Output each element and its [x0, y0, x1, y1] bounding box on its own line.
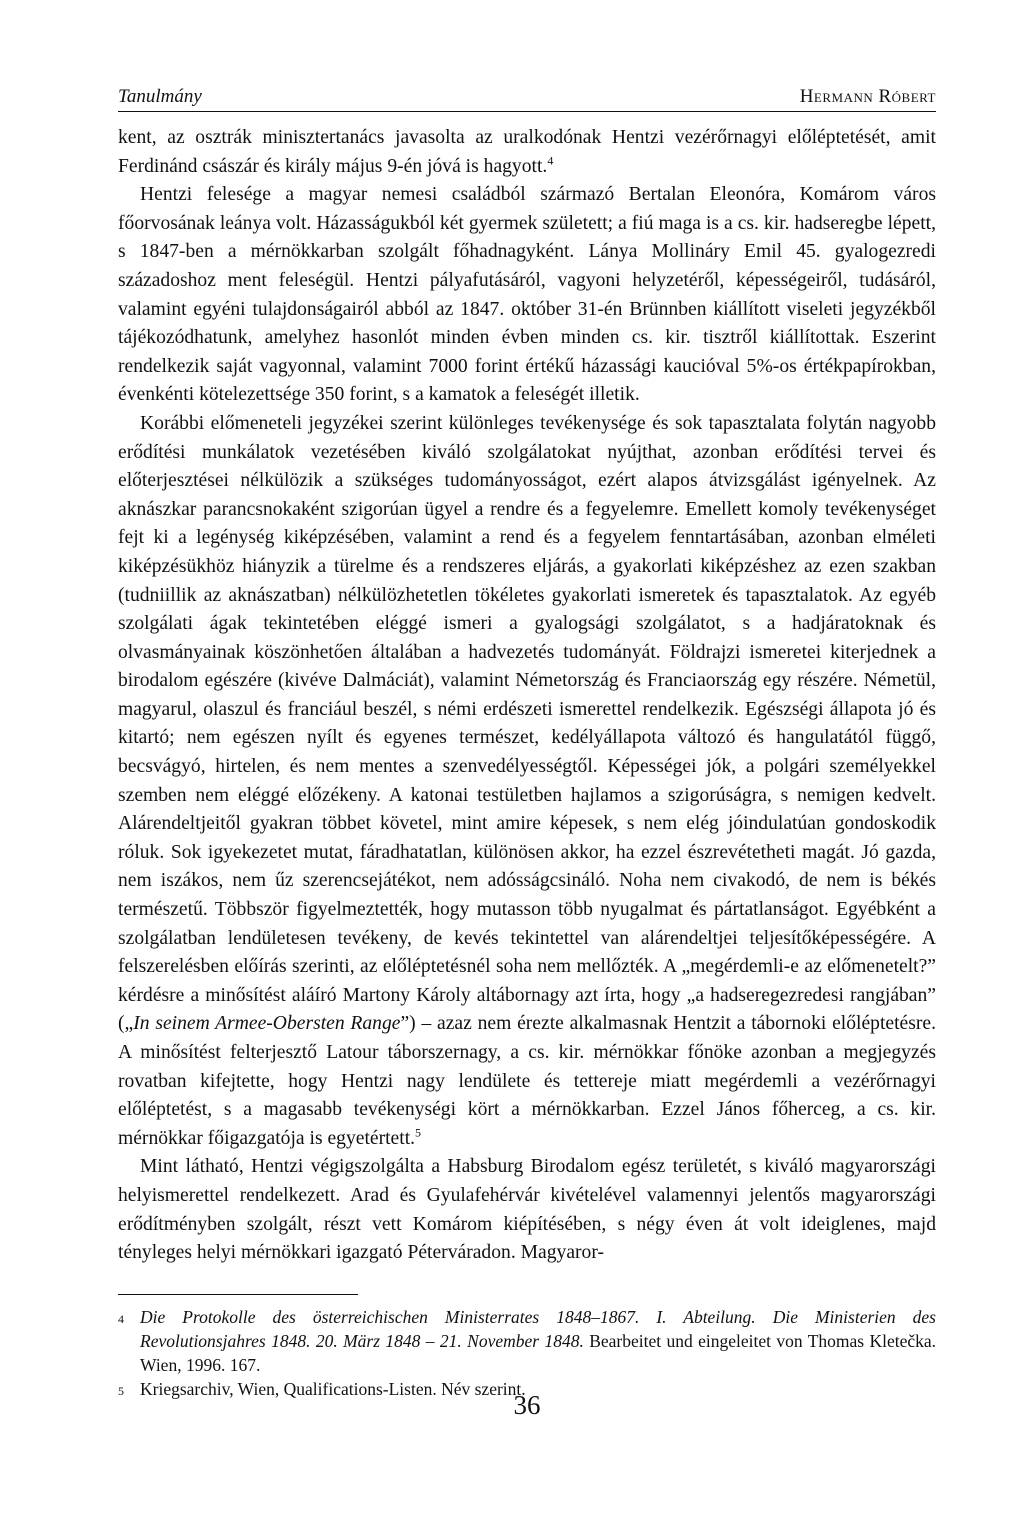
footnote-ref-4[interactable]: 4 — [547, 153, 554, 168]
footnote-number: 4 — [118, 1311, 124, 1326]
footnote-citation-rest: Kriegsarchiv, Wien, Qualifications-Listen. Név szerint. — [140, 1378, 526, 1399]
paragraph-3-text-a: Korábbi előmeneteli jegyzékei szerint különleges tevékenysége és sok tapasztalata folytán nagyobb erődítési munkálatok vezetésében kiváló szolgálatokat nyújthat, azonban erődítési tervei és előterjesztései nélkülözik a szükséges tudományosságot, ezért alapos átvizsgálást igényelnek. Az aknászkar parancsnokaként szigorúan ügyel a rendre és a fegyelemre. Emellett komoly tevékenységet fejt ki a legénység kiképzésében, valamint a rend és a fegyelem fenntartásában, azonban elméleti kiképzésükhöz hiányzik a türelme és a rendszeres eljárás, a gyakorlati kiképzéshez az ezen szakban (tudniillik az aknászatban) nélkülözhetetlen tökéletes gyakorlati ismeretek és tapasztalatok. Az egyéb szolgálati ágak tekintetében eléggé ismeri a gyalogsági szolgálatot, s a hadjáratoknak és olvasmányainak köszönhetően általában a hadvezetés tudományát. Földrajzi ismeretei kiterjednek a birodalom egészére (kivéve Dalmáciát), valamint Németország és Franciaország egy részére. Németül, magyarul, olaszul és franciául beszél, s némi erdészeti ismerettel rendelkezik. Egészségi állapota jó és kitartó; nem egészen nyílt és egyenes természet, kedélyállapota változó és hangulatától függő, becsvágyó, hirtelen, és nem mentes a szenvedélyességtől. Képességei jók, a polgári személyekkel szemben nem eléggé előzékeny. A katonai testületben hajlamos a szigorúságra, s nemigen kedvelt. Alárendeltjeitől gyakran többet követel, mint amire képesek, s nem elég jóindulatúan gondoskodik róluk. Sok igyekezetet mutat, fáradhatatlan, különösen akkor, ha ezzel észrevétetheti magát. Jó gazda, nem iszákos, nem űz szerencsejátékot, nem adósságcsináló. Noha nem civakodó, de nem is békés természetű. Többször figyelmeztették, hogy mutasson több nyugalmat és pártatlanságot. Egyébként a szolgálatban lendületesen tevékeny, de kevés tekintettel van alárendeltjei teljesítőképességére. A felszerelésben előírás szerinti, az előléptetésnél soha nem mellőzték. A „megérdemli-e az előmenetelt?” kérdésre a minősítést aláíró Martony Károly altábornagy azt írta, hogy „a hadseregezredesi rangjában” („ — [118, 412, 936, 1035]
paragraph-4-text: Mint látható, Hentzi végigszolgálta a Habsburg Birodalom egész területét, s kiváló magyarországi helyismerettel rendelkezett. Arad és Gyulafehérvár kivételével valamennyi jelentős magyarországi erődítményben szolgált, részt vett Komárom kiépítésében, s négy éven át volt ideiglenes, majd tényleges helyi mérnökkari igazgató Péterváradon. Magyaror- — [118, 1156, 936, 1264]
footnote-ref-5[interactable]: 5 — [415, 1125, 422, 1140]
header-author: Hermann Róbert — [799, 86, 936, 107]
page-number: 36 — [513, 1390, 541, 1420]
footnote-number: 5 — [118, 1383, 124, 1398]
header-section-title: Tanulmány — [118, 86, 202, 107]
paragraph-3-quote-german: In seinem Armee-Obersten Range — [133, 1013, 401, 1035]
footnote-citation-rest: Bearbeitet und eingeleitet von Thomas Kletečka. Wien, 1996. 167. — [140, 1330, 936, 1375]
paragraph-1-text: kent, az osztrák minisztertanács javasolta az uralkodónak Hentzi vezérőrnagyi előléptetését, amit Ferdinánd császár és király május 9-én jóvá is hagyott. — [118, 127, 936, 177]
footnote-citation-title: Die Protokolle des österreichischen Ministerrates 1848–1867. I. Abteilung. Die Ministerien des Revolutionsjahres 1848. 20. März 1848 – 21. November 1848. — [140, 1306, 936, 1351]
page-number-area — [118, 0, 936, 1515]
paragraph-2-text: Hentzi felesége a magyar nemesi családból származó Bertalan Eleonóra, Komárom város főorvosának leánya volt. Házasságukból két gyermek született; a fiú maga is a cs. kir. hadseregbe lépett, s 1847-ben a mérnökkarban szolgált főhadnagyként. Lánya Mollináry Emil 45. gyalogezredi századoshoz ment feleségül. Hentzi pályafutásáról, vagyoni helyzetéről, képességeiről, tudásáról, valamint egyéni tulajdonságairól abból az 1847. október 31-én Brünnben kiállított viseleti jegyzékből tájékozódhatunk, amelyhez hasonlót minden évben minden cs. kir. tisztről kiállítottak. Eszerint rendelkezik saját vagyonnal, valamint 7000 forint értékű házassági kaucióval 5%-os értékpapírokban, évenkénti kötelezettsége 350 forint, s a kamatok a feleségét illetik. — [118, 184, 936, 406]
paragraph-3-text-b: ”) – azaz nem érezte alkalmasnak Hentzit a tábornoki előléptetésre. A minősítést felterjesztő Latour táborszernagy, a cs. kir. mérnökkar főnöke azonban a megjegyzés rovatban kifejtette, hogy Hentzi nagy lendülete és tettereje miatt megérdemli a vezérőrnagyi előléptetést, s a magasabb tevékenységi kört a mérnökkarban. Ezzel János főherceg, a cs. kir. mérnökkar főigazgatója is egyetértett. — [118, 1013, 936, 1149]
